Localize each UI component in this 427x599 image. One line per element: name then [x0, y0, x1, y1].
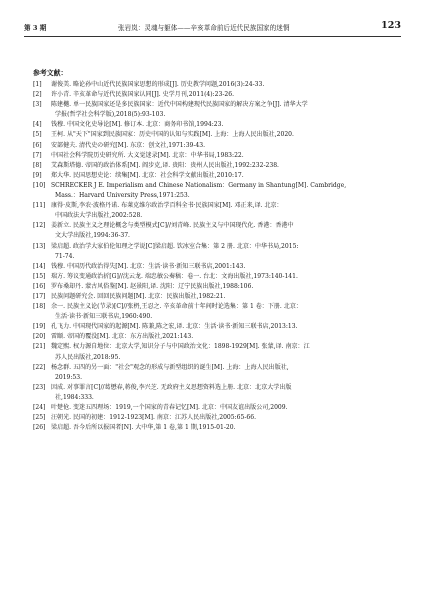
reference-item — [33, 80, 397, 90]
reference-text: 魏定熙. 权力源自地位：北京大学,知识分子与中国政治文化：1898-1929[M]. 张蒙,译. 南京：江 — [51, 343, 310, 351]
reference-number: [23] — [33, 383, 46, 391]
reference-text: 陈建樾. 单一民族国家还是多民族国家：近代中国构建现代民族国家的解决方案之争[J]. 清华大学 — [51, 101, 308, 109]
running-header — [24, 22, 401, 37]
reference-text: 艾森斯塔德. 帝国的政治体系[M]. 阎步克,译. 贵阳：贵州人民出版社,1992:232-238. — [51, 161, 279, 169]
reference-item — [33, 272, 397, 282]
reference-number: [20] — [33, 333, 46, 341]
reference-number: [25] — [33, 414, 46, 422]
reference-number: [16] — [33, 282, 46, 290]
reference-text: 梁启超. 政治学大家伯伦知理之学说[C]梁启超. 饮冰室合集：第 2 册. 北京：中华书局,2015: — [51, 242, 299, 250]
reference-number: [1] — [33, 81, 42, 88]
reference-text: 郑大华. 民国思想史论：续集[M]. 北京：社会科学文献出版社,2010:17. — [51, 171, 244, 179]
running-title: 张岩岚：灵魂与躯体——辛亥革命前后近代民族国家的迷惘 — [118, 24, 290, 32]
reference-item — [33, 292, 397, 302]
reference-text: 梁启超. 吾今后所以报国者[N]. 大中华,第 1 卷,第 1 期,1915-01-20. — [51, 424, 236, 432]
reference-text: Mass.：Harvard University Press,1971:253. — [55, 192, 190, 200]
reference-number: [6] — [33, 141, 42, 149]
reference-text: 学报(哲学社会科学版),2018(5):93-103. — [55, 111, 166, 119]
reference-text: SCHRECKER J E. Imperialism and Chinese Nationalism：Germany in Shantung[M]. Cambridge, — [51, 181, 347, 189]
references-heading: 参考文献： — [33, 69, 68, 77]
reference-text: 生活·读书·新知三联书店,1960:490. — [55, 313, 153, 321]
reference-number: [5] — [33, 131, 42, 139]
reference-text: 中国社会科学院历史研究所. 大义觉迷录[M]. 北京：中华书局,1983:22. — [51, 151, 244, 159]
reference-text: 安部健夫. 清代史の研究[M]. 东京：创文社,1971:39-43. — [51, 141, 206, 149]
reference-item — [33, 302, 397, 322]
reference-item — [33, 141, 397, 151]
reference-text: 钱穆. 中国历代政治得失[M]. 北京：生活·读书·新知三联书店,2001:143. — [51, 262, 246, 270]
reference-item — [33, 342, 397, 362]
reference-item — [33, 403, 397, 413]
reference-text: 民族问题研究会. 回回民族问题[M]. 北京：民族出版社,1982:21. — [51, 292, 226, 300]
reference-text: 2019:53. — [55, 373, 83, 381]
reference-item — [33, 161, 397, 171]
reference-item — [33, 322, 397, 332]
reference-item — [33, 120, 397, 130]
issue-label: 第 3 期 — [24, 24, 47, 32]
reference-number: [13] — [33, 242, 46, 250]
reference-text: 因成. 对事罪言[C]//葛懋春,蒋俊,李兴芝. 无政府主义思想资料选上册. 北京：北京大学出版 — [51, 383, 292, 391]
reference-item — [33, 363, 397, 383]
reference-item — [33, 413, 397, 423]
reference-item — [33, 383, 397, 403]
reference-item — [33, 130, 397, 140]
reference-number: [7] — [33, 151, 42, 159]
reference-text: 苏人民出版社,2018:95. — [55, 353, 121, 361]
reference-text: 社,1984:333. — [55, 393, 94, 401]
reference-text: 姜新立. 民族主义之理论概念与类型模式[C]//刘青峰. 民族主义与中国现代化. 香港：香港中 — [51, 222, 294, 230]
reference-text: 罗布桑却丹. 蒙古风俗鉴[M]. 赵景阳,译. 沈阳：辽宁民族出版社,1988:106. — [51, 282, 254, 290]
reference-item — [33, 423, 397, 433]
reference-item — [33, 90, 397, 100]
reference-text: 余一. 民族主义论(节录)[C]//张枬,王忍之. 辛亥革命前十年间时论选集：第 1 卷：下册. 北京： — [51, 303, 302, 311]
reference-item — [33, 332, 397, 342]
reference-item — [33, 181, 397, 201]
reference-number: [21] — [33, 343, 46, 351]
reference-number: [24] — [33, 404, 46, 411]
reference-number: [17] — [33, 292, 46, 300]
reference-text: 雷颐. 帝国的覆没[M]. 北京：东方出版社,2021:143. — [51, 333, 194, 341]
reference-number: [3] — [33, 101, 42, 109]
reference-text: 许小青. 辛亥革命与近代民族国家认同[J]. 史学月刊,2011(4):23-26. — [51, 91, 235, 99]
reference-text: 谢俊美. 略论孙中山近代民族国家思想的形成[J]. 历史教学问题,2016(3):24-33. — [51, 81, 265, 88]
reference-text: 孔飞力. 中国现代国家的起源[M]. 陈兼,陈之宏,译. 北京：生活·读书·新知三联书店,2013:13. — [51, 323, 298, 331]
reference-item — [33, 171, 397, 181]
reference-text: 叶楚伧. 变迷五四理场：1919,一个国家的青春记忆[M]. 北京：中国友谊出版公司,2009. — [51, 404, 288, 411]
reference-item — [33, 100, 397, 120]
reference-text: 汪朝光. 民国的初建：1912-1923[M]. 南京：江苏人民出版社,2005:65-66. — [51, 414, 257, 422]
reference-number: [18] — [33, 303, 46, 311]
reference-item — [33, 262, 397, 272]
reference-number: [14] — [33, 262, 46, 270]
reference-text: 康得·皮斯,李农·波格丹诺. 布莱克维尔政治学百科全书·民族国家[M]. 邓正来,译. 北京： — [51, 202, 283, 210]
reference-text: 瑞方. 筹议变通政治折[G]//沈云龙. 端忠敏公奏稿：卷一. 台北：文海出版社,1973:140-141. — [51, 272, 298, 280]
reference-item — [33, 282, 397, 292]
reference-number: [26] — [33, 424, 46, 432]
reference-number: [10] — [33, 181, 46, 189]
reference-number: [11] — [33, 202, 46, 210]
reference-list — [33, 80, 397, 433]
reference-number: [2] — [33, 91, 42, 99]
reference-number: [8] — [33, 161, 42, 169]
reference-number: [15] — [33, 272, 46, 280]
reference-item — [33, 201, 397, 221]
reference-number: [9] — [33, 171, 42, 179]
reference-number: [4] — [33, 121, 42, 129]
reference-text: 杨念群. 五四的另一面："社会"观念的形成与新型组织的诞生[M]. 上海：上海人民出版社, — [51, 363, 289, 371]
reference-number: [22] — [33, 363, 46, 371]
reference-item — [33, 151, 397, 161]
page-number: 123 — [381, 20, 401, 31]
reference-number: [12] — [33, 222, 46, 230]
reference-text: 钱穆. 中国文化史导论[M]. 修订本. 北京：商务印书馆,1994:23. — [51, 121, 224, 129]
reference-text: 王柯. 从"天下"国家到民族国家：历史中国的认知与实践[M]. 上海：上海人民出版社,2020. — [51, 131, 294, 139]
reference-text: 中国政法大学出版社,2002:528. — [55, 212, 143, 220]
reference-text: 文大学出版社,1994:36-37. — [55, 232, 130, 240]
reference-text: 71-74. — [55, 252, 75, 260]
reference-number: [19] — [33, 323, 46, 331]
reference-item — [33, 221, 397, 241]
reference-item — [33, 242, 397, 262]
